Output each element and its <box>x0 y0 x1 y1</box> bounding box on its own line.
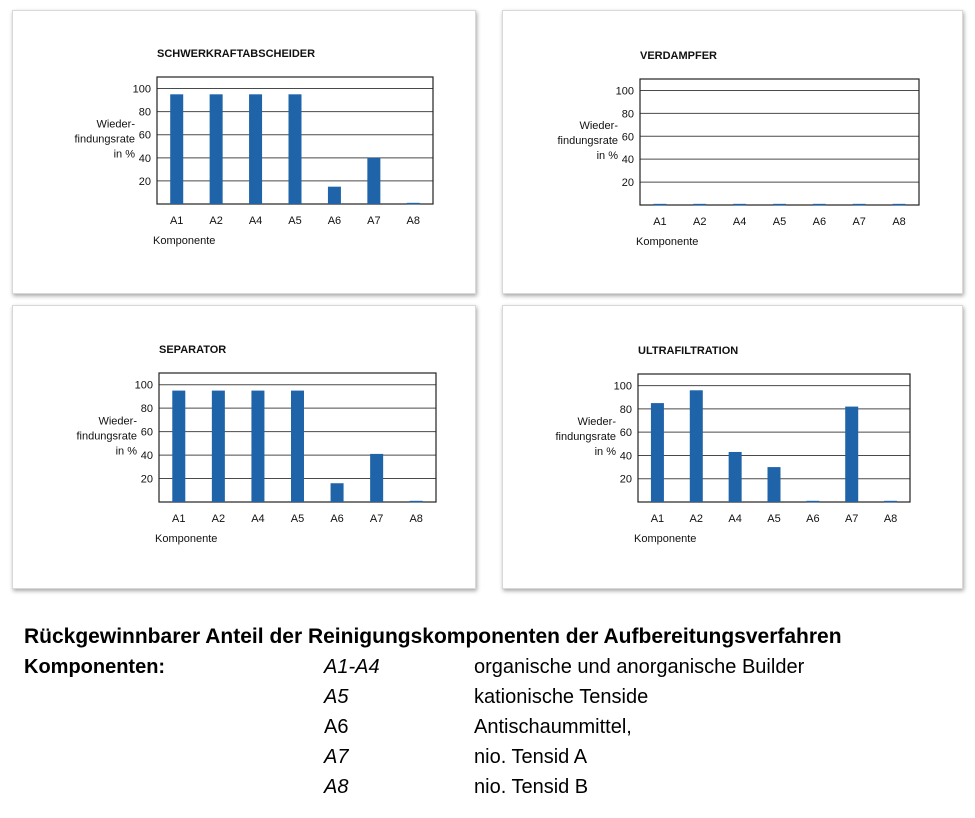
legend-description: Antischaummittel, <box>474 716 632 738</box>
x-tick-label: A2 <box>689 513 704 525</box>
chart-svg <box>13 306 475 588</box>
x-tick-label: A1 <box>653 216 667 228</box>
y-axis-label: Wieder- <box>96 118 135 131</box>
x-tick-label: A8 <box>409 513 423 525</box>
legend-description: nio. Tensid B <box>474 776 589 798</box>
caption-heading: Rückgewinnbarer Anteil der Reinigungskomponenten der Aufbereitungsverfahren <box>24 625 842 648</box>
y-tick-label: 40 <box>138 152 151 165</box>
y-axis-label: findungsrate <box>74 133 135 146</box>
x-tick-label: A7 <box>369 513 384 525</box>
x-tick-label: A8 <box>883 513 898 525</box>
x-tick-label: A5 <box>288 215 302 227</box>
legend-row <box>24 772 964 802</box>
bar-a5 <box>291 391 304 502</box>
y-axis-label: in % <box>594 446 616 458</box>
bar-a1 <box>172 391 185 502</box>
x-axis-label: Komponente <box>153 235 216 247</box>
bar-a2 <box>693 204 706 206</box>
x-tick-label: A6 <box>327 215 342 227</box>
bar-a4 <box>251 391 264 502</box>
x-axis-label: Komponente <box>634 533 697 545</box>
y-axis-label: findungsrate <box>555 431 616 443</box>
legend-code: A1-A4 <box>324 656 380 678</box>
bar-a4 <box>733 204 746 206</box>
x-tick-label: A5 <box>772 216 787 228</box>
chart-panel-ultrafiltration <box>502 305 963 589</box>
chart-svg <box>503 11 962 293</box>
x-tick-label: A5 <box>767 513 781 525</box>
x-tick-label: A6 <box>330 513 344 525</box>
x-tick-label: A2 <box>693 216 707 228</box>
bar-a6 <box>328 187 341 204</box>
chart-svg <box>13 11 475 293</box>
legend-code: A7 <box>324 746 349 768</box>
y-tick-label: 100 <box>613 380 632 393</box>
y-tick-label: 100 <box>132 83 151 96</box>
bar-a1 <box>170 94 183 204</box>
bar-a7 <box>367 158 380 204</box>
bar-a6 <box>331 483 344 502</box>
bar-a5 <box>768 467 781 502</box>
legend-code: A8 <box>324 776 349 798</box>
bar-a8 <box>893 204 906 206</box>
y-axis-label: Wieder- <box>577 416 616 428</box>
bar-a8 <box>884 501 897 503</box>
y-tick-label: 40 <box>140 450 153 463</box>
y-tick-label: 60 <box>140 426 153 439</box>
y-tick-label: 20 <box>138 175 151 188</box>
y-tick-label: 80 <box>621 108 634 121</box>
y-tick-label: 20 <box>140 473 153 486</box>
x-axis-label: Komponente <box>155 533 218 545</box>
bar-a6 <box>813 204 826 206</box>
legend-description: organische und anorganische Builder <box>474 656 805 678</box>
bar-a1 <box>651 403 664 502</box>
legend-row <box>24 682 964 712</box>
y-tick-label: 80 <box>619 403 632 416</box>
bar-a7 <box>853 204 866 206</box>
y-tick-label: 60 <box>621 131 634 144</box>
y-tick-label: 20 <box>619 473 632 486</box>
bar-a2 <box>210 94 223 204</box>
y-tick-label: 40 <box>621 154 634 167</box>
y-axis-label: in % <box>115 445 137 458</box>
caption <box>24 622 964 802</box>
bar-a1 <box>653 204 666 206</box>
y-tick-label: 60 <box>138 129 151 142</box>
chart-title: SCHWERKRAFTABSCHEIDER <box>157 48 316 60</box>
legend-code: A6 <box>324 716 349 738</box>
bar-a4 <box>249 94 262 204</box>
y-axis-label: in % <box>596 150 618 162</box>
y-axis-label: findungsrate <box>76 430 137 443</box>
x-tick-label: A4 <box>732 216 747 228</box>
legend-description: nio. Tensid A <box>474 746 588 768</box>
x-tick-label: A5 <box>290 513 305 525</box>
legend-row <box>24 742 964 772</box>
x-tick-label: A7 <box>367 215 381 227</box>
x-axis-label: Komponente <box>636 236 699 248</box>
y-tick-label: 80 <box>138 106 151 119</box>
chart-title: ULTRAFILTRATION <box>638 345 739 357</box>
chart-title: SEPARATOR <box>159 344 227 356</box>
x-tick-label: A4 <box>728 513 742 525</box>
x-tick-label: A2 <box>209 215 223 227</box>
y-axis-label: findungsrate <box>557 135 618 147</box>
chart-panel-separator <box>12 305 476 589</box>
legend-code: A5 <box>324 686 349 708</box>
x-tick-label: A6 <box>812 216 827 228</box>
legend-description: kationische Tenside <box>474 686 649 708</box>
x-tick-label: A7 <box>844 513 859 525</box>
bar-a4 <box>729 452 742 502</box>
bar-a2 <box>212 391 225 502</box>
chart-title: VERDAMPFER <box>640 50 718 62</box>
x-tick-label: A1 <box>169 215 184 227</box>
y-tick-label: 60 <box>619 427 632 440</box>
y-axis-label: Wieder- <box>579 120 618 132</box>
bar-a8 <box>407 203 420 205</box>
chart-panel-schwerkraftabscheider <box>12 10 476 294</box>
bar-a6 <box>806 501 819 503</box>
y-tick-label: 100 <box>134 379 153 392</box>
x-tick-label: A1 <box>172 513 186 525</box>
legend-row <box>24 712 964 742</box>
x-tick-label: A8 <box>406 215 421 227</box>
x-tick-label: A7 <box>852 216 866 228</box>
chart-svg <box>503 306 962 588</box>
x-tick-label: A1 <box>650 513 665 525</box>
y-tick-label: 40 <box>619 450 632 463</box>
chart-panel-verdampfer <box>502 10 963 294</box>
bar-a5 <box>773 204 786 206</box>
x-tick-label: A8 <box>892 216 906 228</box>
bar-a5 <box>289 94 302 204</box>
bar-a7 <box>370 454 383 502</box>
x-tick-label: A2 <box>211 513 226 525</box>
bar-a8 <box>410 501 423 503</box>
y-tick-label: 80 <box>140 403 153 416</box>
legend-row <box>24 652 964 682</box>
legend-label: Komponenten: <box>24 656 166 678</box>
x-tick-label: A4 <box>251 513 265 525</box>
y-axis-label: in % <box>113 148 135 161</box>
bar-a2 <box>690 390 703 502</box>
y-axis-label: Wieder- <box>98 415 137 428</box>
y-tick-label: 100 <box>615 85 634 98</box>
y-tick-label: 20 <box>621 177 634 190</box>
bar-a7 <box>845 407 858 502</box>
plot-frame <box>640 79 919 205</box>
x-tick-label: A4 <box>248 215 263 227</box>
x-tick-label: A6 <box>806 513 820 525</box>
